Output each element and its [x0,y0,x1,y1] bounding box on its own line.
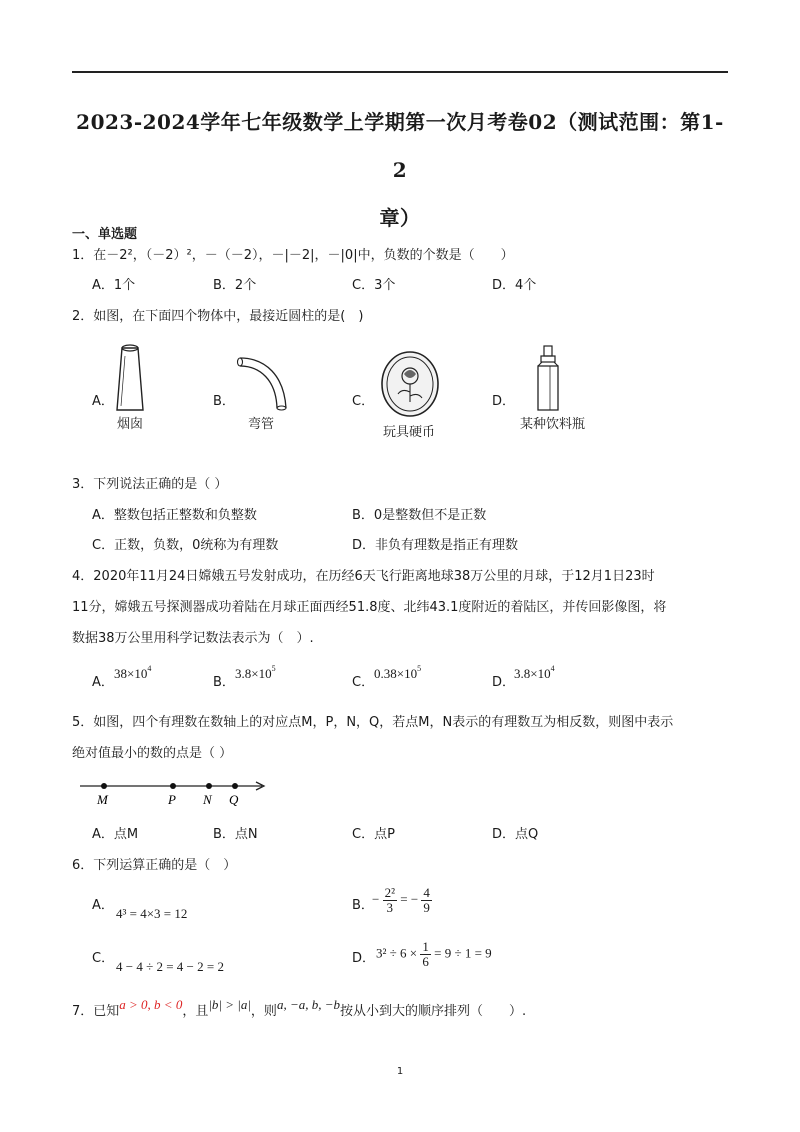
q6-d-frac-den: 6 [422,954,429,969]
q6-expr-d [376,940,492,969]
q6-b-lead: − [372,891,380,907]
label-m: M [97,792,108,807]
q1-option-d: D．4个 [492,278,537,293]
q4-value-b-base: 3.8×10 [235,666,272,681]
q4-value-a-base: 38×10 [114,666,148,681]
q6-b-frac-2-den: 9 [423,900,430,915]
q7-mid-1: ，且 [182,1004,209,1019]
q2-letter-b: B． [213,394,235,409]
q7-variables: a, −a, b, −b [276,997,340,1012]
q4-letter-c: C． [352,675,375,690]
q6-stem: 6．下列运算正确的是（ ） [72,858,237,873]
q6-expr-c: 4 − 4 ÷ 2 = 4 − 2 = 2 [116,959,224,974]
q6-b-mid: = − [400,891,419,907]
q3-option-d: D．非负有理数是指正有理数 [352,538,519,553]
q1-stem: 1．在－2²，（－2）²，－（－2），－|－2|，－|0|中，负数的个数是（ ） [72,248,514,263]
q3-option-a: A．整数包括正整数和负整数 [92,508,257,523]
q4-value-c-base: 0.38×10 [374,666,418,681]
q6-letter-c: C． [92,951,115,966]
q2-letter-d: D． [492,394,516,409]
q5-option-d: D．点Q [492,827,539,842]
drink-bottle-image [530,344,566,414]
point-p [170,783,176,789]
q4-letter-b: B． [213,675,235,690]
q3-option-c: C．正数，负数，0统称为有理数 [92,538,279,553]
q2-letter-c: C． [352,394,375,409]
q7-suffix: 按从小到大的顺序排列（ ）. [339,1004,527,1019]
q6-b-frac-1 [383,886,397,915]
q7-condition-2: |b| > |a| [208,997,251,1012]
number-line-figure [78,776,268,810]
q6-b-frac-2-num: 4 [423,885,430,900]
q6-d-frac [420,940,431,969]
q6-letter-b: B． [352,898,374,913]
q3-stem: 3．下列说法正确的是（ ） [72,477,228,492]
q2-stem: 2．如图，在下面四个物体中，最接近圆柱的是( ) [72,309,364,324]
q5-line-1: 5．如图，四个有理数在数轴上的对应点M，P，N，Q，若点M，N表示的有理数互为相反数，则图中表示 [72,715,674,730]
point-n [206,783,212,789]
q5-option-b: B．点N [213,827,258,842]
chimney-image [110,342,150,414]
q6-b-frac-2 [421,886,432,915]
page-number: 1 [396,1066,404,1077]
q2-caption-d: 某种饮料瓶 [520,417,586,432]
q2-caption-b: 弯管 [248,417,275,432]
q2-caption-a: 烟囱 [117,417,144,432]
q2-caption-c: 玩具硬币 [383,425,436,440]
q1-option-b: B．2个 [213,278,257,293]
q6-d-tail: = 9 ÷ 1 = 9 [434,945,492,961]
q6-b-frac-1-den: 3 [386,900,394,915]
header-rule [72,71,728,73]
label-p: P [168,792,176,807]
q1-option-c: C．3个 [352,278,396,293]
q3-option-b: B．0是整数但不是正数 [352,508,487,523]
q7-condition-1: a > 0, b < 0 [119,997,183,1012]
q6-expr-b [372,886,432,915]
q4-value-a [114,660,151,683]
q7-stem [72,997,527,1021]
q1-option-a: A．1个 [92,278,136,293]
point-m [101,783,107,789]
q4-line-3: 数据38万公里用科学记数法表示为（ ）. [72,631,314,646]
section-heading: 一、单选题 [72,227,138,242]
q4-letter-a: A． [92,675,114,690]
q6-letter-d: D． [352,951,376,966]
q4-letter-d: D． [492,675,516,690]
q4-value-d-exp: 4 [550,664,555,673]
q6-letter-a: A． [92,898,114,913]
q4-value-d-base: 3.8×10 [514,666,551,681]
q4-value-c [374,660,421,683]
q4-value-c-exp: 5 [417,664,422,673]
title-line-2: 章） [379,206,421,230]
q4-value-a-exp: 4 [147,664,152,673]
q5-option-a: A．点M [92,827,139,842]
q6-d-frac-num: 1 [422,939,429,954]
q2-letter-a: A． [92,394,114,409]
point-q [232,783,238,789]
q4-value-b [235,660,276,683]
q5-option-c: C．点P [352,827,395,842]
q4-value-b-exp: 5 [271,664,276,673]
bent-pipe-image [236,350,294,412]
label-q: Q [229,792,239,807]
q4-value-d [514,660,555,683]
toy-coin-image [378,348,442,420]
q6-expr-a: 4³ = 4×3 = 12 [116,906,188,921]
q6-b-frac-1-num: 2² [384,885,395,900]
q5-line-2: 绝对值最小的数的点是（ ） [72,746,233,761]
q7-mid-2: ，则 [250,1004,277,1019]
q4-line-1: 4．2020年11月24日嫦娥五号发射成功，在历经6天飞行距离地球38万公里的月球，于12月1日23时 [72,569,655,584]
label-n: N [203,792,212,807]
q7-prefix: 7．已知 [72,1004,120,1019]
title-line-1: 2023-2024学年七年级数学上学期第一次月考卷02（测试范围：第1-2 [76,110,724,182]
q4-line-2: 11分，嫦娥五号探测器成功着陆在月球正面西经51.8度、北纬43.1度附近的着陆区，并传回影像图，将 [72,600,667,615]
q6-d-lead: 3² ÷ 6 × [376,945,418,961]
page-title [72,98,728,242]
